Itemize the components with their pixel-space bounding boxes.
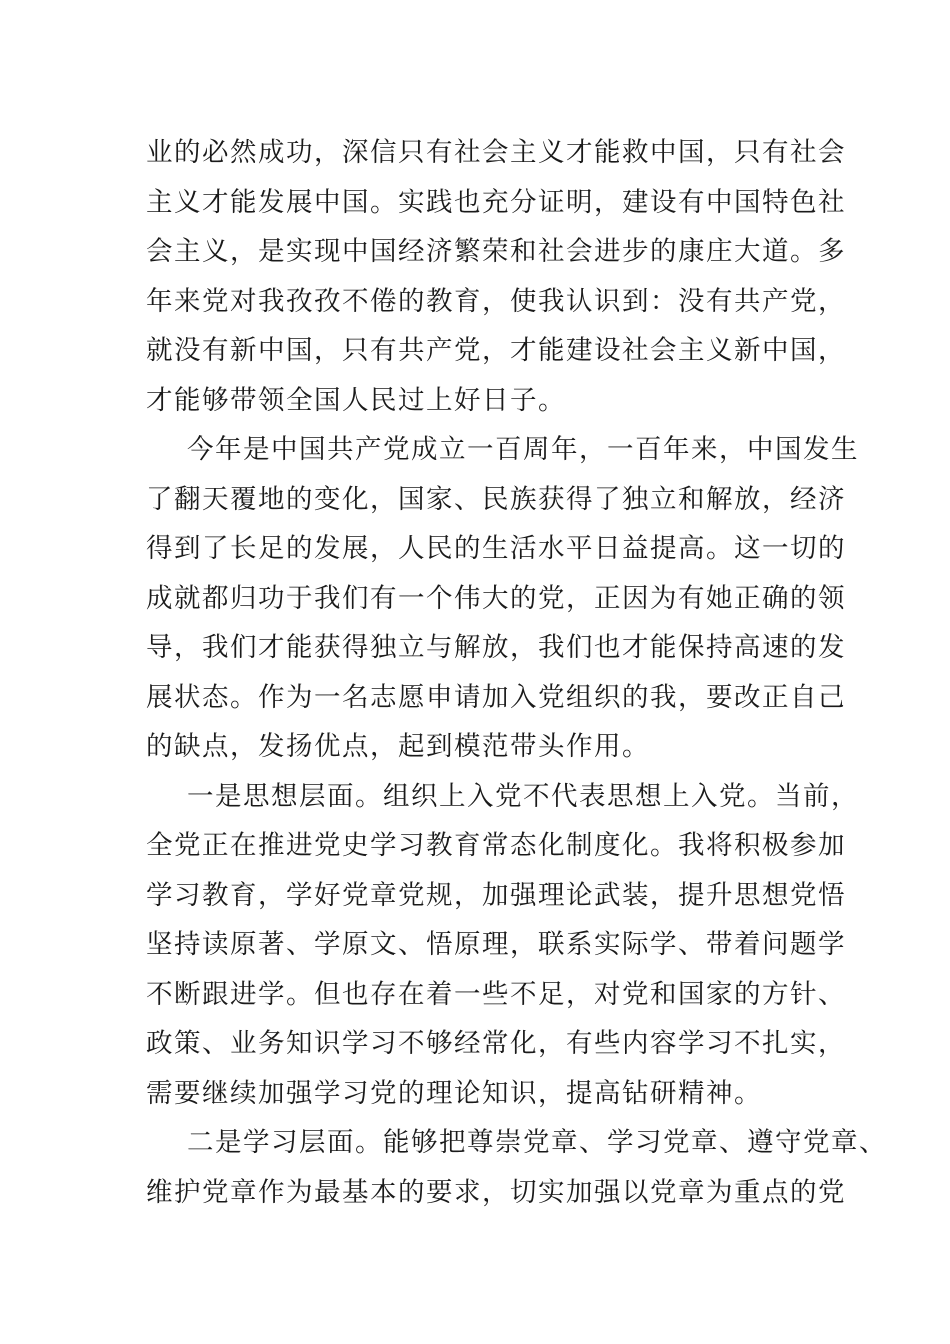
- document-body: [146, 128, 887, 1217]
- text-line: 不断跟进学。但也存在着一些不足，对党和国家的方针、: [146, 978, 846, 1010]
- text-line: 需要继续加强学习党的理论知识，提高钻研精神。: [146, 1077, 762, 1109]
- paragraph-4: [146, 1118, 887, 1217]
- paragraph-3: [146, 772, 859, 1119]
- text-line: 今年是中国共产党成立一百周年，一百年来，中国发生: [187, 434, 859, 465]
- text-line: 二是学习层面。能够把尊崇党章、学习党章、遵守党章、: [187, 1127, 887, 1158]
- text-line: 主义才能发展中国。实践也充分证明，建设有中国特色社: [146, 186, 846, 218]
- text-line: 学习教育，学好党章党规，加强理论武装，提升思想党悟: [146, 879, 846, 911]
- text-line: 导，我们才能获得独立与解放，我们也才能保持高速的发: [146, 632, 846, 663]
- text-line: 维护党章作为最基本的要求，切实加强以党章为重点的党: [146, 1176, 846, 1208]
- text-line: 年来党对我孜孜不倦的教育，使我认识到：没有共产党，: [146, 285, 846, 317]
- text-line: 就没有新中国，只有共产党，才能建设社会主义新中国，: [146, 335, 846, 366]
- text-line: 得到了长足的发展，人民的生活水平日益提高。这一切的: [146, 533, 846, 564]
- text-line: 了翻天覆地的变化，国家、民族获得了独立和解放，经济: [146, 483, 846, 515]
- text-line: 政策、业务知识学习不够经常化，有些内容学习不扎实，: [146, 1028, 846, 1059]
- text-line: 展状态。作为一名志愿申请加入党组织的我，要改正自己: [146, 681, 846, 713]
- text-line: 才能够带领全国人民过上好日子。: [146, 384, 566, 416]
- text-line: 会主义，是实现中国经济繁荣和社会进步的康庄大道。多: [146, 236, 846, 267]
- text-line: 全党正在推进党史学习教育常态化制度化。我将积极参加: [146, 830, 846, 861]
- text-line: 成就都归功于我们有一个伟大的党，正因为有她正确的领: [146, 582, 846, 614]
- text-line: 业的必然成功，深信只有社会主义才能救中国，只有社会: [146, 137, 846, 168]
- text-line: 一是思想层面。组织上入党不代表思想上入党。当前，: [187, 780, 859, 812]
- paragraph-1: [146, 128, 846, 425]
- text-line: 的缺点，发扬优点，起到模范带头作用。: [146, 731, 650, 762]
- paragraph-2: [146, 425, 859, 772]
- text-line: 坚持读原著、学原文、悟原理，联系实际学、带着问题学: [146, 929, 846, 960]
